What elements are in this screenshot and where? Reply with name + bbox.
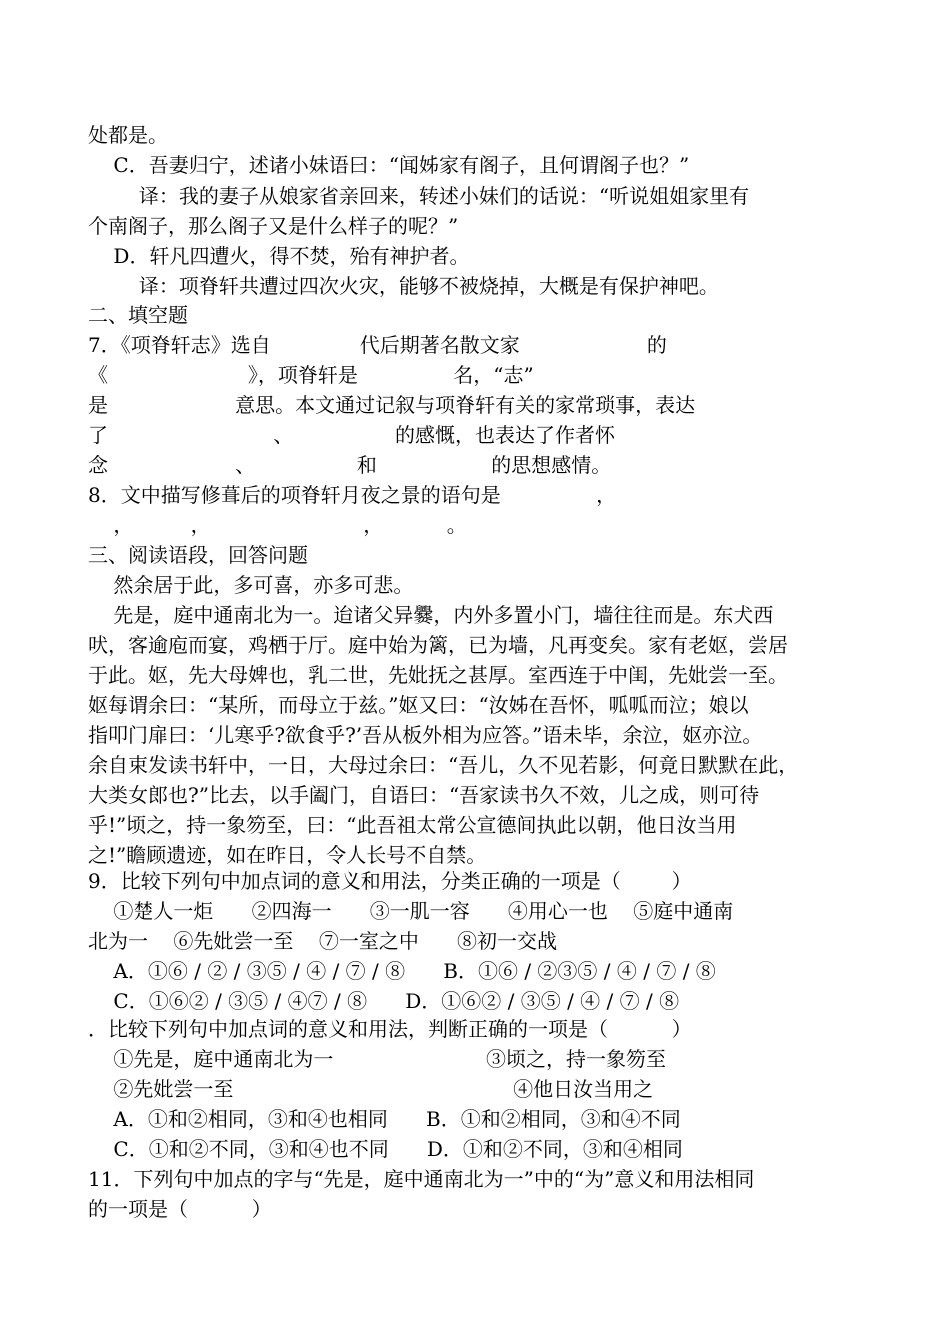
text-line: 译：我的妻子从娘家省亲回来，转述小妹们的话说：“听说姐姐家里有 [88,184,750,208]
question-8-line: 8．文中描写修葺后的项脊轩月夜之景的语句是 ， [88,483,617,507]
section-heading: 三、阅读语段，回答问题 [88,543,308,567]
question-7-line: 了 、 的感慨，也表达了作者怀 [88,423,616,447]
question-9-options: C．①⑥② / ③⑤ / ④⑦ / ⑧ D．①⑥② / ③⑤ / ④ / ⑦ / ⑧ [88,989,680,1013]
text-line: D．轩凡四遭火，得不焚，殆有神护者。 [88,244,470,268]
text-line: C．吾妻归宁，述诸小妹语曰：“闻姊家有阁子，且何谓阁子也？” [88,153,690,177]
question-11-stem: 的一项是（ ） [88,1197,272,1221]
question-9-items: 北为一 ⑥先妣尝一至 ⑦一室之中 ⑧初一交战 [88,929,558,953]
question-9-items: ①楚人一炬 ②四海一 ③一肌一容 ④用心一也 ⑤庭中通南 [88,899,734,923]
text-line: 译：项脊轩共遭过四次火灾，能够不被烧掉，大概是有保护神吧。 [88,274,719,298]
question-9-options: A．①⑥ / ② / ③⑤ / ④ / ⑦ / ⑧ B．①⑥ / ②③⑤ / ④ / ⑦ / ⑧ [88,959,716,983]
question-11-stem: 11．下列句中加点的字与“先是，庭中通南北为一”中的“为”意义和用法相同 [88,1167,755,1191]
passage-line: 于此。妪，先大母婢也，乳二世，先妣抚之甚厚。室西连于中闺，先妣尝一至。 [88,663,788,687]
passage-line: 大类女郎也?”比去，以手阖门，自语曰：“吾家读书久不效，儿之成，则可待 [88,783,760,807]
passage-line: 指叩门扉曰：‘儿寒乎?欲食乎?’吾从板外相为应答。”语未毕，余泣，妪亦泣。 [88,723,763,747]
question-10-options: C．①和②不同，③和④也不同 D．①和②不同，③和④相同 [88,1137,683,1161]
question-8-blanks: ， ， ， 。 [88,513,467,537]
text-line: 处都是。 [88,123,168,147]
passage-line: 乎!”顷之，持一象笏至，曰：“此吾祖太常公宣德间执此以朝，他日汝当用 [88,813,737,837]
passage-line: 妪每谓余曰：“某所，而母立于兹。”妪又曰：“汝姊在吾怀，呱呱而泣；娘以 [88,693,749,717]
question-10-items: ②先妣尝一至 ④他日汝当用之 [88,1077,654,1101]
question-10-items: ①先是，庭中通南北为一 ③顷之，持一象笏至 [88,1047,667,1071]
question-7-line: 是 意思。本文通过记叙与项脊轩有关的家常琐事，表达 [88,393,696,417]
passage-line: 然余居于此，多可喜，亦多可悲。 [88,573,414,597]
question-7-line: 《 》，项脊轩是 名，“志” [88,363,534,387]
passage-line: 吠，客逾庖而宴，鸡栖于厅。庭中始为篱，已为墙，凡再变矣。家有老妪，尝居 [88,633,788,657]
section-heading: 二、填空题 [88,303,188,327]
question-7-line: 念 、 和 的思想感情。 [88,453,612,477]
question-10-options: A．①和②相同，③和④也相同 B．①和②相同，③和④不同 [88,1107,681,1131]
passage-line: 余自束发读书轩中，一日，大母过余曰：“吾儿，久不见若影，何竟日默默在此， [88,753,799,777]
passage-line: 之!”瞻顾遗迹，如在昨日，令人长号不自禁。 [88,843,487,867]
question-10-stem: ．比较下列句中加点词的意义和用法，判断正确的一项是（ ） [88,1017,692,1041]
question-7-line: 7．《项脊轩志》选自 代后期著名散文家 的 [88,333,667,357]
question-9-stem: 9．比较下列句中加点词的意义和用法，分类正确的一项是（ ） [88,869,692,893]
text-line: 个南阁子，那么阁子又是什么样子的呢？” [88,214,459,238]
passage-line: 先是，庭中通南北为一。迨诸父异爨，内外多置小门，墙往往而是。东犬西 [88,603,774,627]
